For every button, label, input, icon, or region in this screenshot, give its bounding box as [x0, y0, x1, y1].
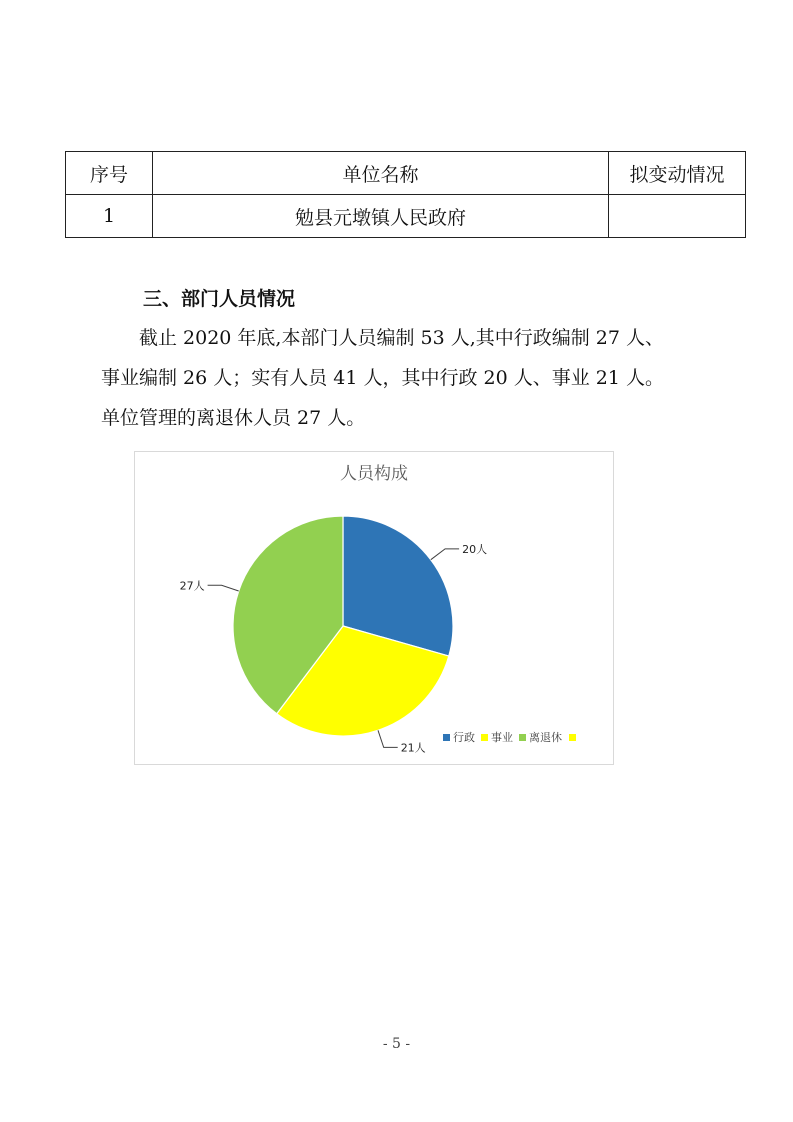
header-cell-change: 拟变动情况	[609, 152, 746, 195]
legend-swatch-2	[519, 734, 526, 741]
paragraph-line-2: 事业编制 26 人；实有人员 41 人，其中行政 20 人、事业 21 人。	[101, 367, 665, 389]
staff-paragraph	[101, 318, 721, 438]
leader-line-public-institution	[378, 730, 398, 747]
header-cell-unit-name: 单位名称	[153, 152, 609, 195]
legend-label-public-institution: 事业	[491, 731, 513, 744]
page-number: - 5 -	[382, 1036, 411, 1052]
cell-index: 1	[66, 195, 153, 238]
table-row	[66, 195, 746, 238]
section-heading: 三、部门人员情况	[143, 288, 296, 310]
unit-table	[65, 151, 746, 238]
data-label-public-institution: 21人	[400, 741, 426, 755]
legend-swatch-1	[481, 734, 488, 741]
chart-title: 人员构成	[340, 464, 408, 484]
staff-pie-chart	[134, 451, 614, 765]
data-label-admin: 20人	[462, 542, 488, 556]
legend-label-admin: 行政	[453, 731, 475, 744]
header-cell-index: 序号	[66, 152, 153, 195]
leader-line-retired	[208, 585, 239, 591]
paragraph-line-3: 单位管理的离退休人员 27 人。	[101, 407, 366, 429]
cell-unit-name: 勉县元墩镇人民政府	[153, 195, 609, 238]
legend-swatch-0	[443, 734, 450, 741]
pie-chart-canvas	[135, 452, 613, 764]
table-header-row	[66, 152, 746, 195]
data-label-retired: 27人	[179, 579, 205, 593]
cell-change	[609, 195, 746, 238]
legend-label-retired: 离退休	[529, 731, 562, 744]
leader-line-admin	[431, 549, 459, 560]
legend-swatch-3	[569, 734, 576, 741]
paragraph-line-1: 截止 2020 年底,本部门人员编制 53 人,其中行政编制 27 人、	[139, 327, 665, 349]
